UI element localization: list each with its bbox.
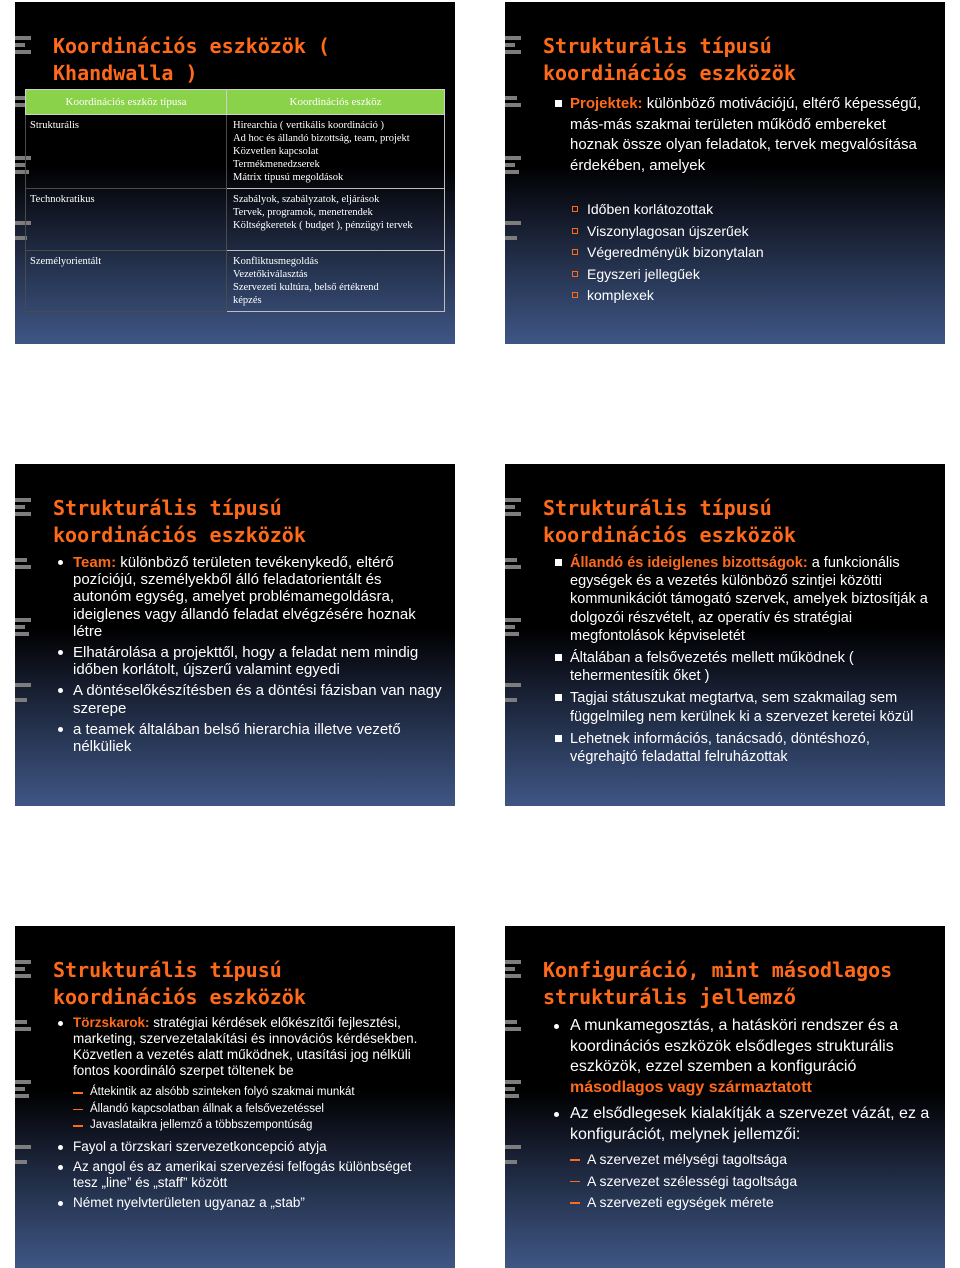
bullet-highlight: Állandó és ideiglenes bizottságok:	[570, 555, 808, 571]
tool-item: képzés	[233, 295, 262, 306]
decorative-bar	[505, 156, 521, 160]
slide-side-decoration	[15, 960, 31, 1170]
decorative-bar	[505, 632, 519, 636]
decorative-bar	[15, 498, 31, 502]
slide-bizottsagok	[505, 464, 945, 806]
tool-item: Konfliktusmegoldás	[233, 256, 319, 267]
slide-title: Strukturális típusú koordinációs eszközök	[53, 958, 306, 1009]
tool-item: Mátrix típusú megoldások	[233, 172, 344, 183]
list-item	[73, 1195, 438, 1211]
slide-khandwalla	[15, 2, 455, 344]
decorative-bar	[505, 236, 517, 240]
list-item	[570, 689, 935, 725]
tool-item: Tervek, programok, menetrendek	[233, 207, 373, 218]
sub-bullet-text: Viszonylagosan újszerűek	[587, 222, 749, 239]
table-row	[26, 251, 445, 312]
slide-title: Konfiguráció, mint másodlagos strukturális jellemző	[543, 958, 893, 1009]
sub-bullet-text: Állandó kapcsolatban állnak a felsővezetéssel	[90, 1102, 324, 1115]
list-item	[90, 1117, 438, 1134]
dash-bullet-icon	[73, 1109, 83, 1111]
bullet-text: Az angol és az amerikai szervezési felfogás különbséget tesz „line” és „staff” között	[73, 1158, 412, 1190]
slide-projektek	[505, 2, 945, 344]
list-item	[73, 644, 443, 678]
decorative-bar	[505, 1080, 521, 1084]
list-item	[73, 1015, 438, 1079]
slide-torzskarok	[15, 926, 455, 1268]
slide-side-decoration	[15, 498, 31, 708]
decorative-bar	[15, 43, 25, 47]
tool-item: Szabályok, szabályzatok, eljárások	[233, 194, 380, 205]
bullet-text: a funkcionális egységek és a vezetés különböző szintjei közötti kommunikációt támogató szervek, amelyek biztosítják a dolgozói részvételt, az operatív és stratégiai megfontolások képviseletét	[570, 555, 928, 644]
bullet-list	[73, 554, 443, 755]
decorative-bar	[505, 1160, 517, 1164]
sub-bullet-list	[587, 1149, 932, 1214]
slide-konfiguracio	[505, 926, 945, 1268]
decorative-bar	[15, 967, 25, 971]
list-item	[587, 1171, 932, 1193]
decorative-bar	[15, 36, 31, 40]
decorative-bar	[505, 170, 519, 174]
dash-bullet-icon	[570, 1159, 580, 1161]
hollow-square-bullet-icon	[572, 206, 578, 212]
table-row	[26, 189, 445, 251]
tools-cell	[227, 115, 445, 189]
list-item	[570, 94, 930, 176]
dash-bullet-icon	[570, 1202, 580, 1204]
decorative-bar	[15, 618, 31, 622]
dot-bullet-icon	[58, 650, 63, 655]
decorative-bar	[15, 1020, 27, 1024]
decorative-bar	[505, 1027, 521, 1031]
list-item	[587, 242, 927, 264]
decorative-bar	[505, 698, 517, 702]
decorative-bar	[15, 512, 31, 516]
slide-side-decoration	[505, 498, 521, 708]
decorative-bar	[505, 512, 521, 516]
list-item	[587, 1149, 932, 1171]
list-item	[587, 1192, 932, 1214]
decorative-bar	[15, 505, 25, 509]
decorative-bar	[15, 1080, 31, 1084]
dot-bullet-icon	[58, 560, 63, 565]
square-bullet-icon	[555, 654, 562, 661]
slide-team	[15, 464, 455, 806]
tool-item: Költségkeretek ( budget ), pénzügyi tervek	[233, 220, 413, 231]
decorative-bar	[505, 36, 521, 40]
bullet-highlight: másodlagos vagy származtatott	[570, 1078, 812, 1096]
list-item	[73, 682, 443, 716]
bullet-text: A döntéselőkészítésben és a döntési fázisban van nagy szerepe	[73, 682, 442, 717]
bullet-text: Tagjai státuszukat megtartva, sem szakmailag sem függelmileg nem kerülnek ki a szervezet keretei közül	[570, 690, 914, 725]
dot-bullet-icon	[58, 1165, 63, 1170]
hollow-square-bullet-icon	[572, 292, 578, 298]
decorative-bar	[505, 103, 521, 107]
slide-side-decoration	[505, 960, 521, 1170]
decorative-bar	[15, 558, 27, 562]
decorative-bar	[15, 683, 31, 687]
sub-bullet-list	[587, 199, 927, 307]
tools-cell	[227, 251, 445, 312]
type-cell: Személyorientált	[26, 251, 227, 312]
column-header-type: Koordinációs eszköz típusa	[26, 90, 227, 115]
sub-bullet-text: Végeredményük bizonytalan	[587, 244, 764, 261]
list-item	[73, 554, 443, 640]
decorative-bar	[15, 1160, 27, 1164]
bullet-text: stratégiai kérdések előkészítői fejlesztési, marketing, szervezetalakítási és innovációs kérdésekben. Közvetlen a vezetés alatt működnek, utasítási jog nélküli fontos koordináló szerpet töltenek be	[73, 1015, 418, 1078]
sub-bullet-text: Időben korlátozottak	[587, 201, 714, 217]
dot-bullet-icon	[554, 1024, 559, 1029]
decorative-bar	[505, 498, 521, 502]
sub-bullet-text: A szervezeti egységek mérete	[587, 1194, 774, 1210]
dot-bullet-icon	[58, 1201, 63, 1206]
list-item	[73, 721, 443, 755]
tool-item: Vezetőkiválasztás	[233, 269, 308, 280]
decorative-bar	[505, 43, 515, 47]
decorative-bar	[15, 1094, 29, 1098]
decorative-bar	[15, 974, 31, 978]
decorative-bar	[15, 565, 31, 569]
slide-title: Strukturális típusú koordinációs eszközök	[53, 496, 306, 547]
tool-item: Hirearchia ( vertikális koordináció )	[233, 120, 385, 131]
bullet-text: Német nyelvterületen ugyanaz a „stab”	[73, 1194, 305, 1210]
sub-bullet-text: A szervezet mélységi tagoltsága	[587, 1151, 787, 1167]
bullet-text: Fayol a törzskari szervezetkoncepció atyja	[73, 1138, 327, 1154]
sub-bullet-text: Egyszeri jellegűek	[587, 265, 700, 282]
square-bullet-icon	[555, 100, 562, 107]
list-item	[587, 199, 927, 221]
decorative-bar	[505, 1145, 521, 1149]
slide-title: Koordinációs eszközök ( Khandwalla )	[53, 34, 330, 85]
list-item	[90, 1101, 438, 1118]
decorative-bar	[505, 221, 521, 225]
decorative-bar	[505, 683, 521, 687]
decorative-bar	[505, 1094, 519, 1098]
coordination-tools-table	[25, 89, 445, 312]
type-cell: Strukturális	[26, 115, 227, 189]
decorative-bar	[505, 565, 521, 569]
bullet-text: Általában a felsővezetés mellett működnek ( tehermentesítik őket )	[570, 650, 854, 685]
bullet-text: Elhatárolása a projekttől, hogy a feladat nem mindig időben korlátolt, újszerű valamint egyedi	[73, 644, 419, 679]
bullet-text: a teamek általában belső hierarchia illetve vezető nélküliek	[73, 720, 401, 756]
slide-title: Strukturális típusú koordinációs eszközök	[543, 34, 796, 85]
decorative-bar	[15, 1087, 25, 1091]
list-item	[73, 1139, 438, 1155]
slide-body	[73, 1015, 438, 1211]
decorative-bar	[505, 163, 515, 167]
list-item	[570, 730, 935, 766]
bullet-highlight: Team:	[73, 554, 117, 571]
decorative-bar	[15, 1027, 31, 1031]
dash-bullet-icon	[73, 1092, 83, 1094]
column-header-tool: Koordinációs eszköz	[227, 90, 445, 115]
tool-item: Ad hoc és állandó bizottság, team, projekt	[233, 133, 410, 144]
dash-bullet-icon	[73, 1125, 83, 1127]
decorative-bar	[505, 974, 521, 978]
bullet-text: Lehetnek információs, tanácsadó, döntéshozó, végrehajtó feladattal felruházottak	[570, 730, 870, 766]
slide-side-decoration	[505, 36, 521, 246]
decorative-bar	[15, 960, 31, 964]
decorative-bar	[505, 625, 515, 629]
decorative-bar	[15, 698, 27, 702]
square-bullet-icon	[555, 559, 562, 566]
table-header-row	[26, 90, 445, 115]
sub-bullet-text: Áttekintik az alsóbb szinteken folyó szakmai munkát	[90, 1086, 355, 1098]
hollow-square-bullet-icon	[572, 228, 578, 234]
decorative-bar	[505, 50, 521, 54]
slide-title: Strukturális típusú koordinációs eszközök	[543, 496, 796, 547]
list-item	[570, 1104, 932, 1145]
decorative-bar	[15, 1145, 31, 1149]
decorative-bar	[505, 96, 517, 100]
dot-bullet-icon	[58, 688, 63, 693]
square-bullet-icon	[555, 735, 562, 742]
decorative-bar	[505, 558, 517, 562]
sub-bullet-list	[90, 1084, 438, 1134]
dot-bullet-icon	[58, 727, 63, 732]
tool-item: Szervezeti kultúra, belső értékrend	[233, 282, 379, 293]
dot-bullet-icon	[554, 1112, 559, 1117]
bullet-list	[570, 554, 935, 766]
list-item	[587, 264, 927, 286]
decorative-bar	[15, 632, 29, 636]
decorative-bar	[505, 967, 515, 971]
bullet-list	[570, 94, 930, 176]
tool-item: Termékmenedzserek	[233, 159, 320, 170]
decorative-bar	[505, 505, 515, 509]
list-item	[587, 221, 927, 243]
decorative-bar	[505, 1087, 515, 1091]
hollow-square-bullet-icon	[572, 249, 578, 255]
decorative-bar	[15, 163, 25, 167]
bullet-text: különböző motivációjú, eltérő képességű, más-más szakmai területen működő embereket hoznak össze olyan feladatok, tervek megvalósítása érdekében, amelyek	[570, 95, 922, 174]
list-item	[73, 1159, 438, 1191]
type-cell: Technokratikus	[26, 189, 227, 251]
bullet-text: Az elsődlegesek kialakítják a szervezet vázát, ez a konfigurációt, melynek jellemzői:	[570, 1105, 930, 1143]
tool-item: Közvetlen kapcsolat	[233, 146, 319, 157]
bullet-text: A munkamegosztás, a hatásköri rendszer és a koordinációs eszközök elsődleges strukturális eszközök, ezzel szemben a konfiguráció	[570, 1017, 899, 1075]
sub-bullet-text: A szervezet szélességi tagoltsága	[587, 1172, 798, 1189]
sub-bullet-text: komplexek	[587, 287, 654, 304]
bullet-highlight: Projektek:	[570, 95, 643, 112]
sub-bullet-text: Javaslataikra jellemző a többszempontúság	[90, 1119, 313, 1131]
dash-bullet-icon	[570, 1181, 580, 1183]
tools-cell	[227, 189, 445, 251]
slide-body	[570, 1016, 932, 1214]
bullet-text: különböző területen tevékenykedő, eltérő pozíciójú, személyekből álló feladatorientált és autonóm egység, amelyet problémamegoldásra, ideiglenes vagy állandó feladat elvégzésére hoznak létre	[73, 554, 416, 640]
list-item	[90, 1084, 438, 1101]
list-item	[570, 554, 935, 645]
list-item	[570, 1016, 932, 1098]
bullet-highlight: Törzskarok:	[73, 1015, 150, 1030]
hollow-square-bullet-icon	[572, 271, 578, 277]
square-bullet-icon	[555, 694, 562, 701]
decorative-bar	[505, 618, 521, 622]
table-row	[26, 115, 445, 189]
decorative-bar	[15, 625, 25, 629]
list-item	[570, 649, 935, 685]
decorative-bar	[15, 50, 31, 54]
decorative-bar	[505, 1020, 517, 1024]
list-item	[587, 285, 927, 307]
decorative-bar	[505, 960, 521, 964]
dot-bullet-icon	[58, 1021, 63, 1026]
dot-bullet-icon	[58, 1145, 63, 1150]
